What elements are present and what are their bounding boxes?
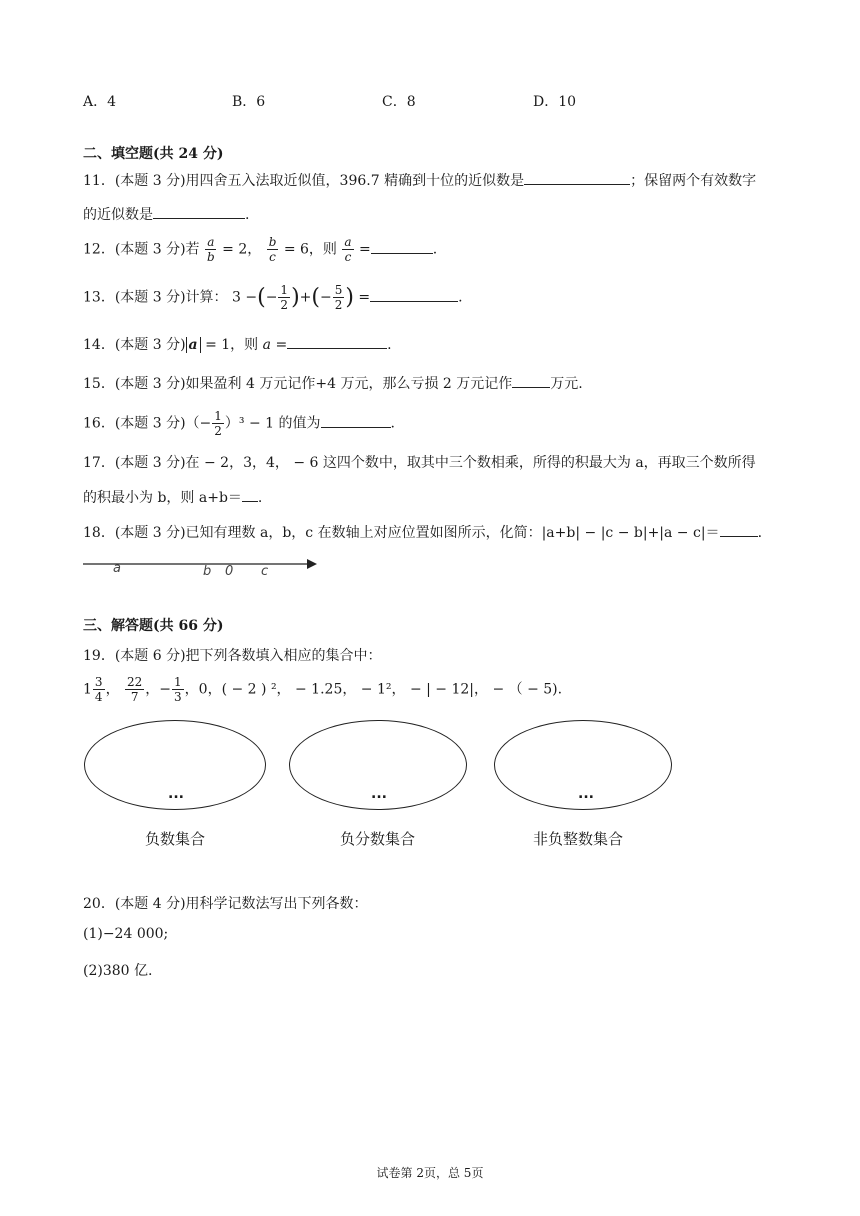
q16-blank <box>321 413 391 428</box>
q19-comma1: ， <box>105 681 120 698</box>
q14-blank <box>287 334 387 349</box>
q13-end: . <box>458 289 463 306</box>
set-negative-fraction-dots: ... <box>371 786 387 802</box>
q16-line <box>83 410 395 437</box>
set-nonnegative-integer-dots: ... <box>578 786 594 802</box>
q12-line <box>83 236 437 263</box>
number-line-label-a: a <box>113 561 121 576</box>
q19-mixed-whole: 1 <box>83 681 92 698</box>
q14-eq1: = 1，则 <box>205 337 259 353</box>
q13-plus: + <box>299 289 312 306</box>
q12-fraction2: $\frac{b}{c}$ <box>268 235 277 264</box>
set-negative-fraction-label: 负分数集合 <box>340 830 416 848</box>
q14-prefix: 14．(本题 3 分) <box>83 337 186 353</box>
choice-b: B．6 <box>232 94 266 110</box>
q19-fraction2: $\frac{22}{7}$ <box>127 675 143 704</box>
choice-d: D．10 <box>533 94 577 110</box>
q17-line2 <box>83 487 262 507</box>
q13-minus1: − <box>265 289 278 306</box>
q11-text1: 11．(本题 3 分)用四舍五入法取近似值，396.7 精确到十位的近似数是 <box>83 173 525 189</box>
q15-end: 万元. <box>550 376 583 392</box>
q12-end: . <box>432 241 438 258</box>
set-negative-dots: ... <box>168 786 184 802</box>
q14-eq2: = <box>275 337 288 353</box>
q14-abs: a <box>186 337 201 353</box>
q11-line2 <box>83 204 249 224</box>
q16-suffix: ）³ − 1 的值为 <box>224 415 321 432</box>
q17-blank <box>242 487 258 502</box>
q16-prefix: 16．(本题 3 分)（− <box>83 415 212 432</box>
q12-eq3: = <box>358 241 371 258</box>
q19-comma2: ，− <box>145 681 172 698</box>
q18-blank <box>720 522 758 537</box>
q12-blank <box>371 239 433 254</box>
q13-line: 13．(本题 3 分)计算： 3 −(− $\frac{1}{2}$ )+(− $\frac{5}{2}$ ) = . <box>83 283 463 312</box>
q13-eq: = <box>358 289 371 306</box>
number-line <box>83 552 323 580</box>
q14-end: . <box>387 337 392 353</box>
number-line-label-c: c <box>261 564 269 579</box>
q12-prefix: 12．(本题 3 分)若 <box>83 241 200 258</box>
q20-item1: (1)−24 000; <box>83 926 169 942</box>
q18-line <box>83 522 762 542</box>
q12-fraction3: $\frac{a}{c}$ <box>344 235 352 264</box>
q16-end: . <box>390 415 395 432</box>
q13-fraction1: $\frac{1}{2}$ <box>280 283 289 312</box>
q11-blank1 <box>524 170 630 185</box>
q18-end: . <box>757 525 763 541</box>
section2-title: 二、填空题(共 24 分) <box>83 146 224 162</box>
set-nonnegative-integer-label: 非负整数集合 <box>533 830 624 848</box>
set-negative-label: 负数集合 <box>145 830 206 848</box>
number-line-arrow <box>307 559 317 569</box>
q13-fraction2: $\frac{5}{2}$ <box>334 283 343 312</box>
q13-minus2: − <box>319 289 332 306</box>
q15-line <box>83 373 583 393</box>
section3-title: 三、解答题(共 66 分) <box>83 618 224 634</box>
q20-item2: (2)380 亿. <box>83 963 153 979</box>
q17-end: . <box>257 490 263 506</box>
q20-text: 20．(本题 4 分)用科学记数法写出下列各数： <box>83 896 368 912</box>
q13-prefix: 13．(本题 3 分)计算： <box>83 289 228 306</box>
q11-end: . <box>245 207 250 223</box>
q19-numbers <box>83 676 562 703</box>
q13-three: 3 − <box>232 289 258 306</box>
q12-eq2: = 6，则 <box>283 241 337 258</box>
number-line-label-0: 0 <box>225 564 234 579</box>
choice-c: C．8 <box>382 94 416 110</box>
choice-a: A．4 <box>83 94 117 110</box>
q11-line1 <box>83 170 756 190</box>
q12-eq1: = 2， <box>222 241 262 258</box>
q11-blank2 <box>153 204 245 219</box>
q12-fraction1: $\frac{a}{b}$ <box>207 235 215 264</box>
q11-text2: ；保留两个有效数字 <box>630 173 757 189</box>
number-line-label-b: b <box>203 564 212 579</box>
q15-text: 15．(本题 3 分)如果盈利 4 万元记作+4 万元，那么亏损 2 万元记作 <box>83 376 513 392</box>
q17-line1: 17．(本题 3 分)在 − 2，3，4， − 6 这四个数中，取其中三个数相乘，所得的积最大为 a，再取三个数所得 <box>83 455 756 471</box>
page-footer: 试卷第 2页，总 5页 <box>376 1166 484 1180</box>
q14-line <box>83 334 392 354</box>
q19-mixed-fraction: $\frac{3}{4}$ <box>94 675 103 704</box>
q11-text3: 的近似数是 <box>83 207 153 223</box>
q19-text: 19．(本题 6 分)把下列各数填入相应的集合中： <box>83 648 382 664</box>
q13-blank <box>370 287 458 302</box>
q17-text: 的积最小为 b，则 a+b＝ <box>83 490 242 506</box>
q16-fraction: $\frac{1}{2}$ <box>214 409 222 438</box>
q19-rest: ，0，( − 2 ) ²， − 1.25， − 1²， − | − 12|， − （ − 5). <box>184 681 563 698</box>
q18-text: 18．(本题 3 分)已知有理数 a，b，c 在数轴上对应位置如图所示，化简：|a+b| − |c − b|+|a − c|＝ <box>83 525 720 541</box>
q19-fraction3: $\frac{1}{3}$ <box>174 675 182 704</box>
q15-blank <box>512 373 550 388</box>
q14-var: a <box>262 337 271 353</box>
